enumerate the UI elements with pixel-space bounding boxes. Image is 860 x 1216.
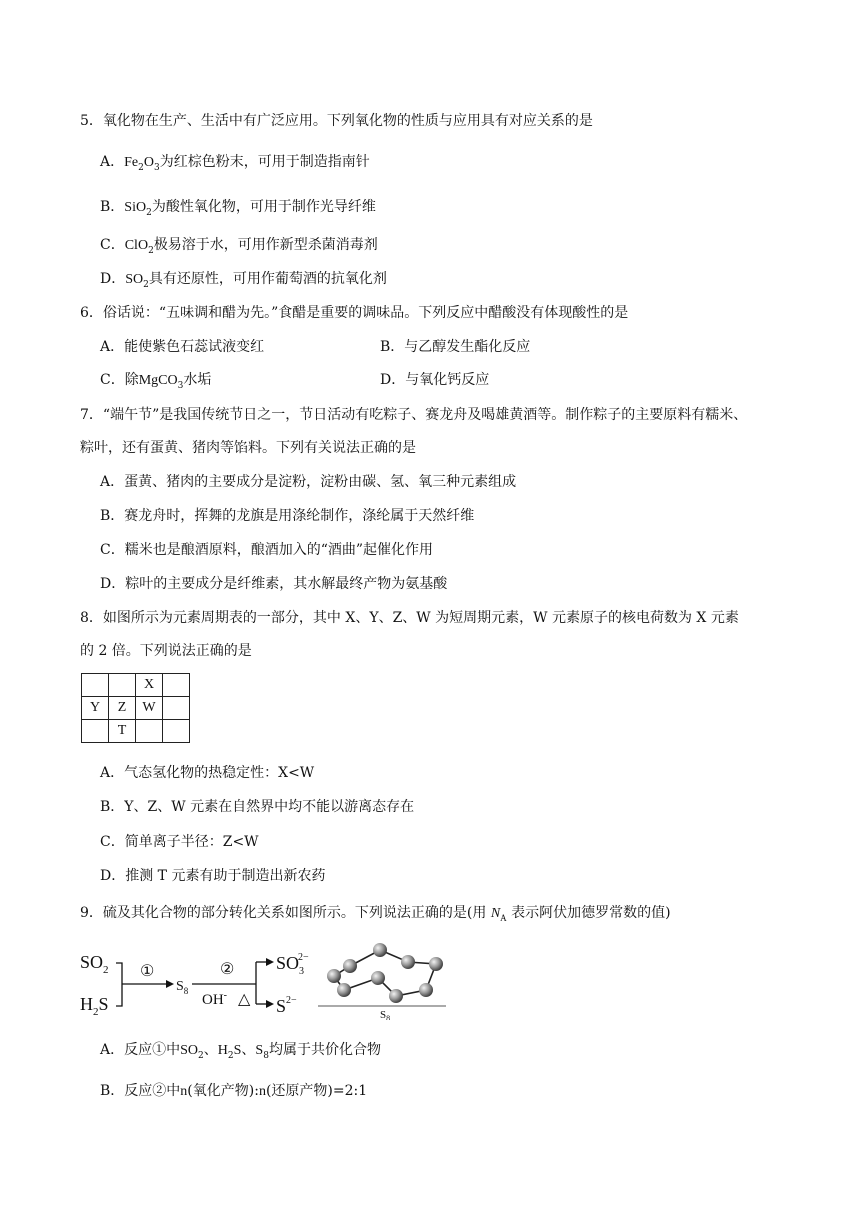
- s8-label: $S_8$: [176, 979, 189, 996]
- q7-option-c[interactable]: C．糯米也是酿酒原料，酿酒加入的“酒曲”起催化作用: [100, 542, 434, 558]
- q8-option-d[interactable]: D．推测 T 元素有助于制造出新农药: [100, 868, 326, 884]
- sulfur-atom: [337, 983, 351, 997]
- sulfur-atom: [401, 955, 415, 969]
- sulfur-atom: [327, 969, 341, 983]
- q8-option-b[interactable]: B．Y、Z、W 元素在自然界中均不能以游离态存在: [100, 799, 415, 815]
- table-cell: T: [109, 720, 136, 743]
- q9-option-b[interactable]: B．反应②中n(氧化产物):n(还原产物)=2:1: [100, 1083, 368, 1099]
- q8-stem-line-2: 的 2 倍。下列说法正确的是: [80, 643, 252, 659]
- q7-stem-line-1: 7．“端午节”是我国传统节日之一，节日活动有吃粽子、赛龙舟及喝雄黄酒等。制作粽子的主要原料有糯米、: [80, 407, 748, 423]
- q6-option-b[interactable]: B．与乙醇发生酯化反应: [380, 339, 531, 355]
- sulfur-atom: [371, 971, 385, 985]
- so2-label: $SO_2$: [80, 952, 109, 976]
- q9-stem: 9．硫及其化合物的部分转化关系如图所示。下列说法正确的是(用 $N_A$ 表示阿伏加德罗常数的值): [80, 905, 671, 923]
- periodic-table-fragment: [81, 673, 190, 743]
- q5-stem: 5．氧化物在生产、生活中有广泛应用。下列氧化物的性质与应用具有对应关系的是: [80, 113, 593, 129]
- table-cell: [109, 674, 136, 697]
- sulfide-label: $S^{2-}$: [276, 995, 297, 1016]
- table-cell: [163, 697, 190, 720]
- q9-option-a[interactable]: A．反应①中$SO_2$、$H_2S$、$S_8$均属于共价化合物: [100, 1042, 381, 1061]
- table-cell: [163, 674, 190, 697]
- arrow-head-1: [166, 980, 174, 988]
- q8-option-a[interactable]: A．气态氢化物的热稳定性：X<W: [100, 765, 315, 781]
- q8-option-c[interactable]: C．简单离子半径：Z<W: [100, 834, 259, 850]
- q5-option-c[interactable]: C．ClO$_2$极易溶于水，可用作新型杀菌消毒剂: [100, 237, 378, 256]
- q7-option-b[interactable]: B．赛龙舟时，挥舞的龙旗是用涤纶制作，涤纶属于天然纤维: [100, 508, 475, 524]
- sulfur-conversion-diagram: [80, 938, 460, 1020]
- table-cell: Y: [82, 697, 109, 720]
- step-1-label: ①: [140, 963, 155, 980]
- arrow-head-sulfide: [266, 1000, 274, 1008]
- q6-stem: 6．俗话说：“五味调和醋为先。”食醋是重要的调味品。下列反应中醋酸没有体现酸性的是: [80, 305, 629, 321]
- q7-stem-line-2: 粽叶，还有蛋黄、猪肉等馅料。下列有关说法正确的是: [80, 440, 416, 456]
- q8-stem-line-1: 8．如图所示为元素周期表的一部分，其中 X、Y、Z、W 为短周期元素，W 元素原子的核电荷数为 X 元素: [80, 610, 739, 626]
- table-cell: [82, 720, 109, 743]
- s8-molecule-caption: $S_8$: [380, 1009, 391, 1020]
- table-cell: W: [136, 697, 163, 720]
- sulfur-atom: [373, 943, 387, 957]
- sulfur-atom: [429, 957, 443, 971]
- arrow-head-sulfite: [266, 958, 274, 966]
- sulfur-atom: [389, 989, 403, 1003]
- table-cell: [82, 674, 109, 697]
- table-cell: X: [136, 674, 163, 697]
- sulfur-atom: [343, 959, 357, 973]
- table-cell: [163, 720, 190, 743]
- split-arrows: [256, 962, 268, 1004]
- step-2-label: ②: [220, 961, 235, 978]
- q6-option-d[interactable]: D．与氧化钙反应: [380, 372, 490, 388]
- q5-option-d[interactable]: D．$SO_2$具有还原性，可用作葡萄酒的抗氧化剂: [100, 271, 387, 290]
- q5-option-a[interactable]: A．$Fe_2O_3$为红棕色粉末，可用于制造指南针: [100, 154, 370, 173]
- q5-option-b[interactable]: B．SiO$_2$为酸性氧化物，可用于制作光导纤维: [100, 199, 376, 218]
- q7-option-d[interactable]: D．粽叶的主要成分是纤维素，其水解最终产物为氨基酸: [100, 576, 448, 592]
- q6-option-a[interactable]: A．能使紫色石蕊试液变红: [100, 339, 265, 355]
- heat-symbol: △: [238, 991, 251, 1008]
- sulfur-atom: [419, 983, 433, 997]
- h2s-label: $H_2S$: [80, 994, 109, 1018]
- table-cell: Z: [109, 697, 136, 720]
- sulfite-label: $SO_32-$: [276, 952, 309, 977]
- table-cell: [136, 720, 163, 743]
- q7-option-a[interactable]: A．蛋黄、猪肉的主要成分是淀粉，淀粉由碳、氢、氧三种元素组成: [100, 474, 517, 490]
- q6-option-c[interactable]: C．除MgCO$_3$水垢: [100, 372, 212, 391]
- s8-molecule-model: [318, 943, 446, 1020]
- hydroxide-label: OH-: [202, 990, 228, 1008]
